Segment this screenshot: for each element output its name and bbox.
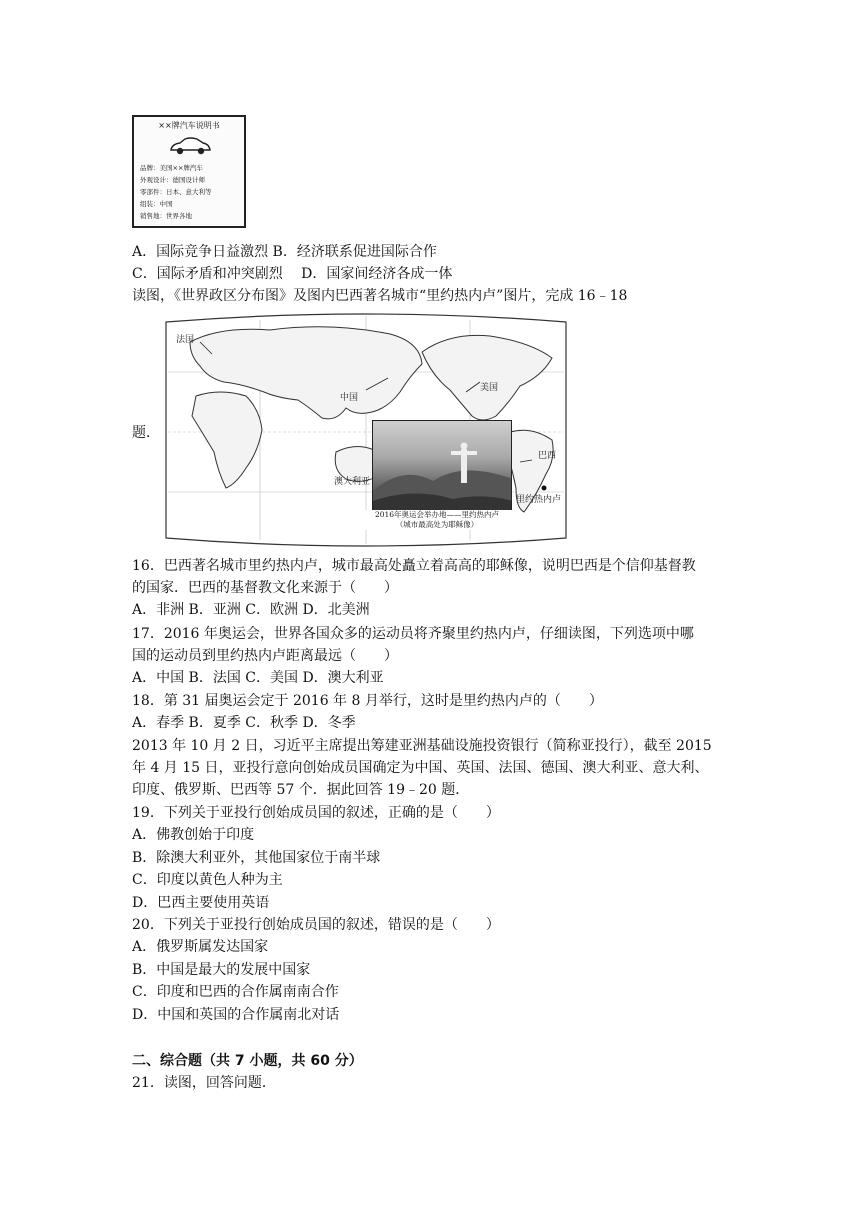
question-line: 2013 年 10 月 2 日，习近平主席提出筹建亚洲基础设施投资银行（简称亚投行），截至 2015 (132, 738, 712, 754)
statue-icon (373, 421, 512, 512)
map-label-china: 中国 (340, 393, 359, 403)
question-line: A．俄罗斯属发达国家 (132, 939, 269, 955)
map-label-brazil: 巴西 (538, 451, 557, 461)
manual-row: 外观设计：德国设计师 (140, 176, 205, 184)
question-line: 国的运动员到里约热内卢距离最远（ ） (132, 648, 398, 664)
question-line: B．中国是最大的发展中国家 (132, 962, 311, 978)
photo-caption (362, 510, 512, 530)
section-2-heading: 二、综合题（共 7 小题，共 60 分） (132, 1053, 363, 1069)
manual-row: 组装：中国 (140, 200, 173, 208)
question-line: D．巴西主要使用英语 (132, 895, 270, 911)
intro-16-18: 读图，《世界政区分布图》及图内巴西著名城市“里约热内卢”图片，完成 16﹣18 (132, 288, 628, 304)
caption-line-1: 2016年奥运会举办地——里约热内卢 (374, 510, 500, 519)
question-line: A．非洲 B．亚洲 C．欧洲 D．北美洲 (132, 602, 370, 618)
question-line: 19．下列关于亚投行创始成员国的叙述，正确的是（ ） (132, 805, 500, 821)
question-line: A．中国 B．法国 C．美国 D．澳大利亚 (132, 670, 384, 686)
car-manual-image (132, 115, 246, 228)
map-label-australia: 澳大利亚 (334, 477, 371, 487)
question-line: A．佛教创始于印度 (132, 827, 255, 843)
question-line: 20．下列关于亚投行创始成员国的叙述，错误的是（ ） (132, 917, 500, 933)
rio-christ-statue-photo (372, 420, 512, 512)
question-line: 印度、俄罗斯、巴西等 57 个．据此回答 19﹣20 题． (132, 782, 470, 798)
car-icon (168, 135, 212, 157)
manual-row: 品牌：美国××牌汽车 (140, 164, 203, 172)
question-line: 18．第 31 届奥运会定于 2016 年 8 月举行，这时是里约热内卢的（ ） (132, 693, 603, 709)
manual-title: ××牌汽车说明书 (158, 121, 220, 130)
q15-options-2: C．国际矛盾和冲突剧烈 D．国家间经济各成一体 (132, 266, 453, 282)
map-label-rio: 里约热内卢 (516, 495, 562, 505)
q21-prompt: 21．读图，回答问题． (132, 1075, 276, 1091)
question-line: A．春季 B．夏季 C．秋季 D．冬季 (132, 715, 356, 731)
question-line: 16．巴西著名城市里约热内卢，城市最高处矗立着高高的耶稣像，说明巴西是个信仰基督教 (132, 558, 696, 574)
question-line: D．中国和英国的合作属南北对话 (132, 1007, 340, 1023)
question-line: C．印度以黄色人种为主 (132, 872, 283, 888)
manual-row: 零部件：日本、意大利等 (140, 188, 212, 196)
intro-16-18-end: 题． (132, 425, 160, 441)
map-label-usa: 美国 (480, 383, 499, 393)
question-line: 年 4 月 15 日，亚投行意向创始成员国确定为中国、英国、法国、德国、澳大利亚、意大利、 (132, 760, 709, 776)
question-line: C．印度和巴西的合作属南南合作 (132, 984, 339, 1000)
q15-options-1: A．国际竞争日益激烈 B．经济联系促进国际合作 (132, 244, 437, 260)
manual-row: 销售地：世界各地 (140, 212, 192, 220)
question-line: 的国家．巴西的基督教文化来源于（ ） (132, 580, 398, 596)
question-line: B．除澳大利亚外，其他国家位于南半球 (132, 850, 381, 866)
map-label-france: 法国 (176, 335, 195, 345)
caption-line-2: （城市最高处为耶稣像） (395, 520, 479, 529)
question-line: 17．2016 年奥运会，世界各国众多的运动员将齐聚里约热内卢，仔细读图，下列选项中哪 (132, 626, 694, 642)
